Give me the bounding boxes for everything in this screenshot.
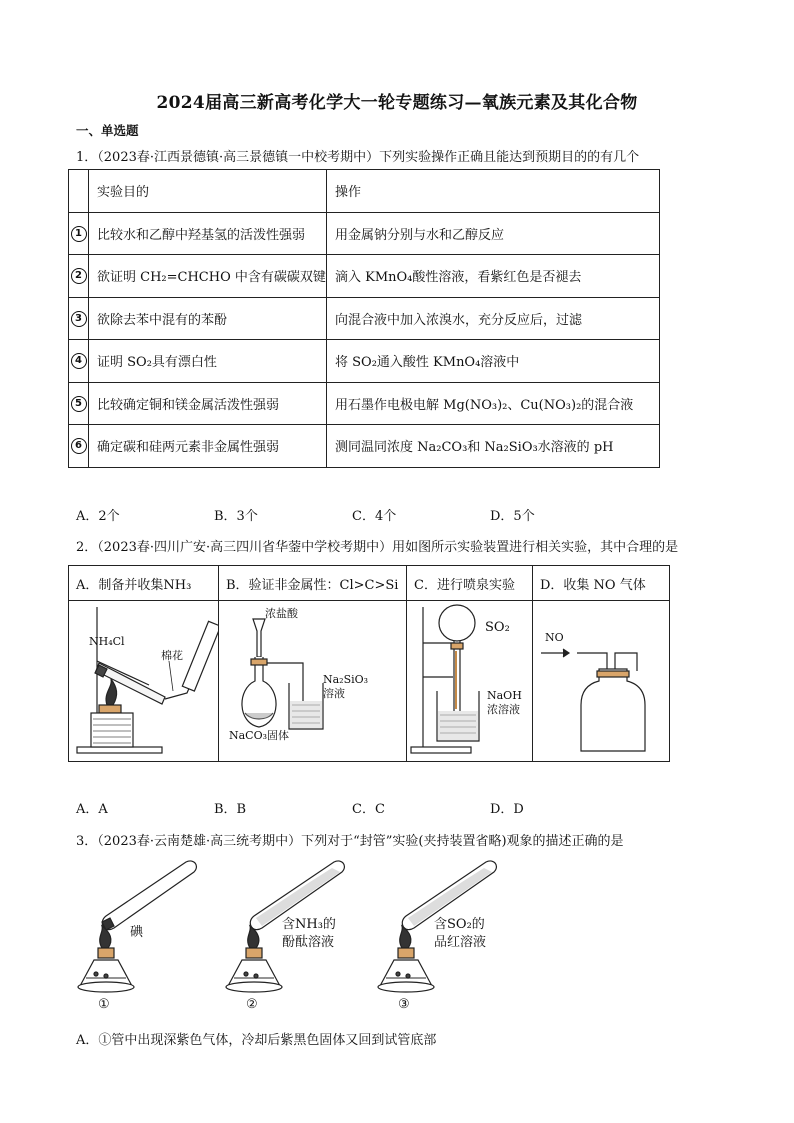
conc-solution-label: 浓溶液 [487,703,520,716]
naoh-label: NaOH [487,689,522,702]
row-purpose: 欲除去苯中混有的苯酚 [89,297,327,340]
nh3-label-line1: 含NH₃的 [282,917,336,932]
row-purpose: 确定碳和硅两元素非金属性强弱 [89,425,327,468]
question-2-stem: 2．（2023春·四川广安·高三四川省华蓥中学校考期中）用如图所示实验装置进行相关实验，其中合理的是 [76,540,679,555]
ammonia-apparatus-figure [69,601,218,757]
solution-label: 溶液 [323,687,345,700]
table-row [69,425,660,468]
header-option-d: D．收集 NO 气体 [533,566,670,601]
tube-number-2: ② [246,997,258,1012]
option-b[interactable]: B．B [214,802,247,817]
iodine-label: 碘 [130,925,144,940]
row-number-badge: 1 [71,226,87,242]
so2-label: SO₂ [485,620,510,635]
no-label: NO [545,631,564,644]
row-purpose: 证明 SO₂具有漂白性 [89,340,327,383]
question-3-option-a[interactable]: A．①管中出现深紫色气体，冷却后紫黑色固体又回到试管底部 [76,1033,437,1048]
row-operation: 用石墨作电极电解 Mg(NO₃)₂、Cu(NO₃)₂的混合液 [327,382,660,425]
figure-a-cell [69,601,219,762]
row-number-badge: 6 [71,438,87,454]
figure-c-cell [407,601,533,762]
figure-b-cell [219,601,407,762]
so2-label-line1: 含SO₂的 [434,917,485,932]
fountain-apparatus-figure [407,601,532,757]
question-2-options [76,798,628,817]
no-collection-figure [533,601,669,757]
question-1-options [76,505,628,524]
row-number-badge: 5 [71,396,87,412]
table-header-row [69,566,670,601]
row-operation: 向混合液中加入浓溴水，充分反应后，过滤 [327,297,660,340]
question-3-stem: 3．（2023春·云南楚雄·高三统考期中）下列对于“封管”实验(夹持装置省略)观象的描述正确的是 [76,834,624,849]
header-option-b: B．验证非金属性：Cl>C>Si [219,566,407,601]
solid-label: NaCO₃固体 [229,729,290,742]
tube-number-3: ③ [398,997,410,1012]
question-2-table [68,565,670,762]
option-d[interactable]: D．D [490,802,524,817]
cotton-label: 棉花 [161,649,183,662]
section-heading: 一、单选题 [76,123,139,138]
nh4cl-label: NH₄Cl [89,635,125,648]
row-purpose: 比较确定铜和镁金属活泼性强弱 [89,382,327,425]
table-row [69,340,660,383]
so2-label-line2: 品红溶液 [434,935,487,950]
table-header-row [69,170,660,213]
table-row [69,382,660,425]
row-number-badge: 4 [71,353,87,369]
row-operation: 测同温同浓度 Na₂CO₃和 Na₂SiO₃水溶液的 pH [327,425,660,468]
header-operation: 操作 [327,170,660,213]
row-number-badge: 2 [71,268,87,284]
question-1-table [68,169,660,468]
option-b[interactable]: B．3个 [214,509,258,524]
row-purpose: 比较水和乙醇中羟基氢的活泼性强弱 [89,212,327,255]
row-operation: 用金属钠分别与水和乙醇反应 [327,212,660,255]
hcl-label: 浓盐酸 [265,607,298,620]
figure-d-cell [533,601,670,762]
page-title: 2024届高三新高考化学大一轮专题练习—氧族元素及其化合物 [156,93,638,113]
question-1-stem: 1．（2023春·江西景德镇·高三景德镇一中校考期中）下列实验操作正确且能达到预期目的的有几个 [76,150,640,165]
nh3-label-line2: 酚酞溶液 [282,935,335,950]
option-c[interactable]: C．C [352,802,385,817]
sealed-tube-figure [70,856,530,1016]
row-number-badge: 3 [71,311,87,327]
nonmetal-apparatus-figure [219,601,406,757]
row-operation: 将 SO₂通入酸性 KMnO₄溶液中 [327,340,660,383]
option-a[interactable]: A．A [76,802,108,817]
table-row [69,255,660,298]
header-option-a: A．制备并收集NH₃ [69,566,219,601]
tube-number-1: ① [98,997,110,1012]
row-operation: 滴入 KMnO₄酸性溶液，看紫红色是否褪去 [327,255,660,298]
option-c[interactable]: C．4个 [352,509,397,524]
row-purpose: 欲证明 CH₂=CHCHO 中含有碳碳双键 [89,255,327,298]
header-purpose: 实验目的 [89,170,327,213]
table-row [69,212,660,255]
na2sio3-label: Na₂SiO₃ [323,673,369,686]
option-a[interactable]: A．2个 [76,509,120,524]
header-option-c: C．进行喷泉实验 [407,566,533,601]
table-row [69,297,660,340]
option-d[interactable]: D．5个 [490,509,535,524]
